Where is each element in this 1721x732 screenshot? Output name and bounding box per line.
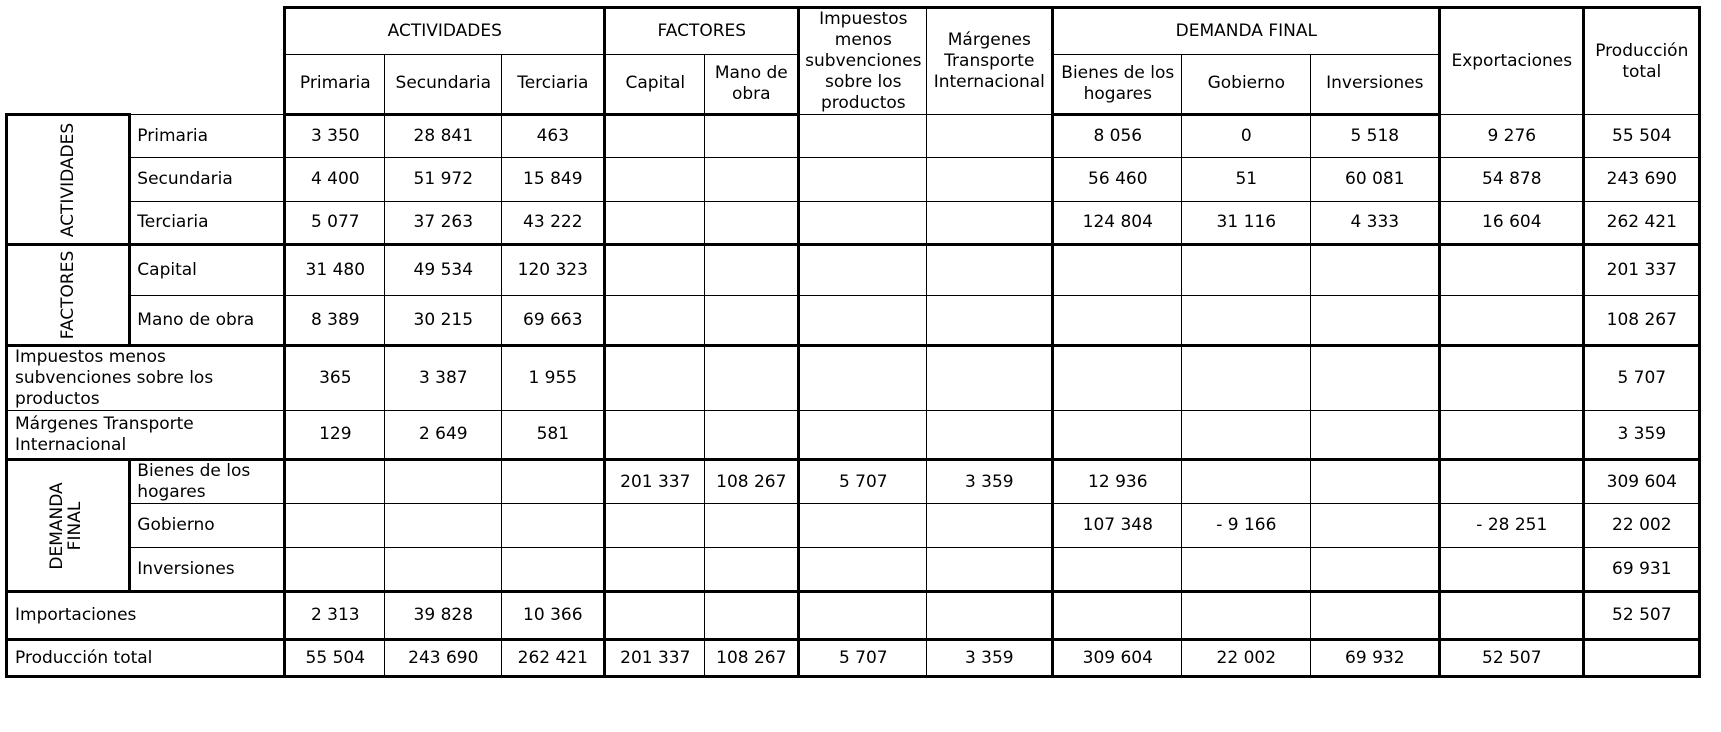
cell-capital-secundaria: 49 534 (385, 245, 502, 296)
cell-bienes-de-los-hogares-impuestos: 5 707 (799, 460, 927, 504)
cell-bienes-de-los-hogares-inversiones (1311, 460, 1440, 504)
row-label-secundaria: Secundaria (130, 158, 285, 202)
col-header-primaria: Primaria (285, 54, 385, 114)
cell-gobierno-terciaria (502, 504, 605, 548)
cell-margenes-transporte-internacional-mano-de-obra (705, 411, 799, 460)
cell-capital-primaria: 31 480 (285, 245, 385, 296)
cell-primaria-mano-de-obra (705, 115, 799, 158)
cell-produccion-total-bienes-hogares: 309 604 (1053, 640, 1182, 677)
cell-margenes-transporte-internacional-produccion-total: 3 359 (1584, 411, 1700, 460)
cell-mano-de-obra-terciaria: 69 663 (502, 296, 605, 346)
cell-secundaria-produccion-total: 243 690 (1584, 158, 1700, 202)
cell-gobierno-impuestos (799, 504, 927, 548)
cell-primaria-terciaria: 463 (502, 115, 605, 158)
cell-importaciones-mano-de-obra (705, 592, 799, 640)
cell-mano-de-obra-impuestos (799, 296, 927, 346)
cell-secundaria-capital (605, 158, 705, 202)
cell-impuestos-menos-subvenciones-sobre-los-productos-bienes-hogares (1053, 346, 1182, 411)
cell-bienes-de-los-hogares-margenes: 3 359 (927, 460, 1053, 504)
cell-gobierno-mano-de-obra (705, 504, 799, 548)
cell-margenes-transporte-internacional-inversiones (1311, 411, 1440, 460)
cell-margenes-transporte-internacional-terciaria: 581 (502, 411, 605, 460)
cell-capital-inversiones (1311, 245, 1440, 296)
cell-terciaria-secundaria: 37 263 (385, 202, 502, 245)
row-label-margenes-transporte-internacional: Márgenes Transporte Internacional (7, 411, 285, 460)
cell-terciaria-mano-de-obra (705, 202, 799, 245)
cell-margenes-transporte-internacional-gobierno (1182, 411, 1311, 460)
cell-primaria-secundaria: 28 841 (385, 115, 502, 158)
cell-mano-de-obra-secundaria: 30 215 (385, 296, 502, 346)
cell-mano-de-obra-inversiones (1311, 296, 1440, 346)
cell-inversiones-capital (605, 548, 705, 592)
cell-impuestos-menos-subvenciones-sobre-los-productos-margenes (927, 346, 1053, 411)
cell-mano-de-obra-primaria: 8 389 (285, 296, 385, 346)
col-group-factores: FACTORES (605, 8, 799, 55)
cell-importaciones-secundaria: 39 828 (385, 592, 502, 640)
cell-bienes-de-los-hogares-produccion-total: 309 604 (1584, 460, 1700, 504)
cell-capital-capital (605, 245, 705, 296)
cell-primaria-gobierno: 0 (1182, 115, 1311, 158)
cell-bienes-de-los-hogares-bienes-hogares: 12 936 (1053, 460, 1182, 504)
col-header-bienes-hogares: Bienes de los hogares (1053, 54, 1182, 114)
cell-produccion-total-gobierno: 22 002 (1182, 640, 1311, 677)
cell-terciaria-terciaria: 43 222 (502, 202, 605, 245)
col-header-secundaria: Secundaria (385, 54, 502, 114)
cell-produccion-total-capital: 201 337 (605, 640, 705, 677)
cell-secundaria-margenes (927, 158, 1053, 202)
cell-capital-gobierno (1182, 245, 1311, 296)
cell-inversiones-inversiones (1311, 548, 1440, 592)
cell-bienes-de-los-hogares-exportaciones (1440, 460, 1584, 504)
cell-inversiones-terciaria (502, 548, 605, 592)
cell-capital-mano-de-obra (705, 245, 799, 296)
cell-terciaria-bienes-hogares: 124 804 (1053, 202, 1182, 245)
col-header-exportaciones: Exportaciones (1440, 8, 1584, 115)
cell-importaciones-gobierno (1182, 592, 1311, 640)
cell-inversiones-primaria (285, 548, 385, 592)
cell-inversiones-bienes-hogares (1053, 548, 1182, 592)
cell-importaciones-exportaciones (1440, 592, 1584, 640)
cell-produccion-total-exportaciones: 52 507 (1440, 640, 1584, 677)
row-label-mano-de-obra: Mano de obra (130, 296, 285, 346)
cell-secundaria-mano-de-obra (705, 158, 799, 202)
cell-impuestos-menos-subvenciones-sobre-los-productos-impuestos (799, 346, 927, 411)
cell-primaria-produccion-total: 55 504 (1584, 115, 1700, 158)
cell-primaria-margenes (927, 115, 1053, 158)
cell-impuestos-menos-subvenciones-sobre-los-productos-produccion-total: 5 707 (1584, 346, 1700, 411)
cell-terciaria-produccion-total: 262 421 (1584, 202, 1700, 245)
cell-inversiones-impuestos (799, 548, 927, 592)
col-header-mano-de-obra: Mano de obra (705, 54, 799, 114)
col-group-actividades: ACTIVIDADES (285, 8, 605, 55)
row-label-capital: Capital (130, 245, 285, 296)
col-group-demanda-final: DEMANDA FINAL (1053, 8, 1440, 55)
cell-primaria-capital (605, 115, 705, 158)
cell-mano-de-obra-bienes-hogares (1053, 296, 1182, 346)
cell-impuestos-menos-subvenciones-sobre-los-productos-terciaria: 1 955 (502, 346, 605, 411)
cell-primaria-primaria: 3 350 (285, 115, 385, 158)
cell-bienes-de-los-hogares-mano-de-obra: 108 267 (705, 460, 799, 504)
cell-gobierno-gobierno: - 9 166 (1182, 504, 1311, 548)
cell-impuestos-menos-subvenciones-sobre-los-productos-exportaciones (1440, 346, 1584, 411)
cell-mano-de-obra-produccion-total: 108 267 (1584, 296, 1700, 346)
col-header-inversiones: Inversiones (1311, 54, 1440, 114)
cell-primaria-bienes-hogares: 8 056 (1053, 115, 1182, 158)
cell-produccion-total-margenes: 3 359 (927, 640, 1053, 677)
cell-gobierno-produccion-total: 22 002 (1584, 504, 1700, 548)
cell-secundaria-secundaria: 51 972 (385, 158, 502, 202)
cell-secundaria-inversiones: 60 081 (1311, 158, 1440, 202)
row-group-actividades: ACTIVIDADES (7, 115, 130, 245)
cell-importaciones-inversiones (1311, 592, 1440, 640)
cell-terciaria-inversiones: 4 333 (1311, 202, 1440, 245)
cell-importaciones-impuestos (799, 592, 927, 640)
row-label-bienes-de-los-hogares: Bienes de los hogares (130, 460, 285, 504)
row-group-demanda-final: DEMANDA FINAL (7, 460, 130, 592)
cell-secundaria-terciaria: 15 849 (502, 158, 605, 202)
cell-inversiones-gobierno (1182, 548, 1311, 592)
cell-impuestos-menos-subvenciones-sobre-los-productos-mano-de-obra (705, 346, 799, 411)
cell-impuestos-menos-subvenciones-sobre-los-productos-primaria: 365 (285, 346, 385, 411)
cell-secundaria-primaria: 4 400 (285, 158, 385, 202)
col-header-capital: Capital (605, 54, 705, 114)
row-label-inversiones: Inversiones (130, 548, 285, 592)
cell-gobierno-inversiones (1311, 504, 1440, 548)
cell-bienes-de-los-hogares-secundaria (385, 460, 502, 504)
cell-gobierno-primaria (285, 504, 385, 548)
cell-primaria-inversiones: 5 518 (1311, 115, 1440, 158)
cell-primaria-impuestos (799, 115, 927, 158)
cell-importaciones-produccion-total: 52 507 (1584, 592, 1700, 640)
cell-gobierno-bienes-hogares: 107 348 (1053, 504, 1182, 548)
col-header-terciaria: Terciaria (502, 54, 605, 114)
cell-inversiones-mano-de-obra (705, 548, 799, 592)
col-header-impuestos: Impuestos menos subvenciones sobre los productos (799, 8, 927, 115)
cell-mano-de-obra-exportaciones (1440, 296, 1584, 346)
cell-gobierno-exportaciones: - 28 251 (1440, 504, 1584, 548)
cell-produccion-total-secundaria: 243 690 (385, 640, 502, 677)
cell-inversiones-produccion-total: 69 931 (1584, 548, 1700, 592)
cell-inversiones-exportaciones (1440, 548, 1584, 592)
cell-gobierno-margenes (927, 504, 1053, 548)
row-label-primaria: Primaria (130, 115, 285, 158)
cell-capital-impuestos (799, 245, 927, 296)
row-label-gobierno: Gobierno (130, 504, 285, 548)
cell-capital-margenes (927, 245, 1053, 296)
cell-bienes-de-los-hogares-primaria (285, 460, 385, 504)
row-label-importaciones: Importaciones (7, 592, 285, 640)
col-header-gobierno: Gobierno (1182, 54, 1311, 114)
cell-importaciones-capital (605, 592, 705, 640)
cell-margenes-transporte-internacional-impuestos (799, 411, 927, 460)
cell-mano-de-obra-gobierno (1182, 296, 1311, 346)
cell-secundaria-bienes-hogares: 56 460 (1053, 158, 1182, 202)
cell-capital-terciaria: 120 323 (502, 245, 605, 296)
cell-terciaria-gobierno: 31 116 (1182, 202, 1311, 245)
cell-terciaria-primaria: 5 077 (285, 202, 385, 245)
cell-terciaria-capital (605, 202, 705, 245)
cell-secundaria-gobierno: 51 (1182, 158, 1311, 202)
cell-margenes-transporte-internacional-exportaciones (1440, 411, 1584, 460)
cell-importaciones-primaria: 2 313 (285, 592, 385, 640)
cell-margenes-transporte-internacional-capital (605, 411, 705, 460)
cell-produccion-total-mano-de-obra: 108 267 (705, 640, 799, 677)
cell-mano-de-obra-capital (605, 296, 705, 346)
cell-bienes-de-los-hogares-gobierno (1182, 460, 1311, 504)
cell-mano-de-obra-margenes (927, 296, 1053, 346)
cell-bienes-de-los-hogares-terciaria (502, 460, 605, 504)
cell-capital-exportaciones (1440, 245, 1584, 296)
cell-produccion-total-primaria: 55 504 (285, 640, 385, 677)
row-label-terciaria: Terciaria (130, 202, 285, 245)
cell-terciaria-impuestos (799, 202, 927, 245)
cell-mano-de-obra-mano-de-obra (705, 296, 799, 346)
row-group-factores: FACTORES (7, 245, 130, 346)
cell-produccion-total-terciaria: 262 421 (502, 640, 605, 677)
cell-terciaria-margenes (927, 202, 1053, 245)
col-header-produccion-total: Producción total (1584, 8, 1700, 115)
cell-produccion-total-inversiones: 69 932 (1311, 640, 1440, 677)
cell-secundaria-exportaciones: 54 878 (1440, 158, 1584, 202)
row-label-impuestos-menos-subvenciones-sobre-los-productos: Impuestos menos subvenciones sobre los productos (7, 346, 285, 411)
cell-inversiones-margenes (927, 548, 1053, 592)
cell-impuestos-menos-subvenciones-sobre-los-productos-gobierno (1182, 346, 1311, 411)
cell-impuestos-menos-subvenciones-sobre-los-productos-inversiones (1311, 346, 1440, 411)
social-accounting-matrix (5, 6, 1701, 678)
cell-margenes-transporte-internacional-secundaria: 2 649 (385, 411, 502, 460)
cell-capital-bienes-hogares (1053, 245, 1182, 296)
col-header-margenes: Márgenes Transporte Internacional (927, 8, 1053, 115)
cell-capital-produccion-total: 201 337 (1584, 245, 1700, 296)
cell-inversiones-secundaria (385, 548, 502, 592)
cell-gobierno-capital (605, 504, 705, 548)
cell-importaciones-terciaria: 10 366 (502, 592, 605, 640)
cell-importaciones-margenes (927, 592, 1053, 640)
cell-bienes-de-los-hogares-capital: 201 337 (605, 460, 705, 504)
cell-primaria-exportaciones: 9 276 (1440, 115, 1584, 158)
corner-cell (7, 8, 285, 115)
cell-margenes-transporte-internacional-margenes (927, 411, 1053, 460)
cell-terciaria-exportaciones: 16 604 (1440, 202, 1584, 245)
cell-margenes-transporte-internacional-bienes-hogares (1053, 411, 1182, 460)
row-label-produccion-total: Producción total (7, 640, 285, 677)
cell-gobierno-secundaria (385, 504, 502, 548)
cell-impuestos-menos-subvenciones-sobre-los-productos-capital (605, 346, 705, 411)
cell-importaciones-bienes-hogares (1053, 592, 1182, 640)
cell-produccion-total-impuestos: 5 707 (799, 640, 927, 677)
cell-secundaria-impuestos (799, 158, 927, 202)
cell-produccion-total-produccion-total (1584, 640, 1700, 677)
cell-margenes-transporte-internacional-primaria: 129 (285, 411, 385, 460)
cell-impuestos-menos-subvenciones-sobre-los-productos-secundaria: 3 387 (385, 346, 502, 411)
